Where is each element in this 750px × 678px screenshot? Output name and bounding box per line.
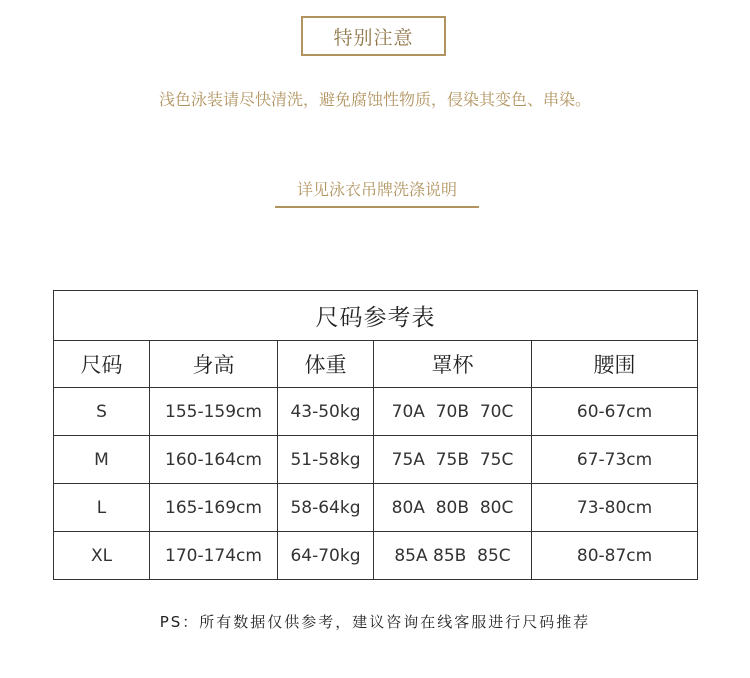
cell-waist: 73-80cm — [532, 484, 698, 532]
cell-height: 160-164cm — [150, 436, 278, 484]
cell-cup: 75A 75B 75C — [374, 436, 532, 484]
header-height: 身高 — [150, 341, 278, 388]
cell-waist: 60-67cm — [532, 388, 698, 436]
cell-weight: 51-58kg — [278, 436, 374, 484]
notice-title-box — [301, 16, 446, 56]
notice-title: 特别注意 — [333, 26, 414, 49]
size-chart-title: 尺码参考表 — [54, 291, 698, 341]
cell-size: L — [54, 484, 150, 532]
care-instruction-text: 浅色泳装请尽快清洗，避免腐蚀性物质，侵染其变色、串染。 — [158, 90, 591, 109]
cell-height: 155-159cm — [150, 388, 278, 436]
table-row — [54, 484, 698, 532]
care-label-link-text: 详见泳衣吊牌洗涤说明 — [296, 180, 457, 199]
cell-weight: 43-50kg — [278, 388, 374, 436]
table-row — [54, 436, 698, 484]
cell-waist: 67-73cm — [532, 436, 698, 484]
ps-disclaimer: PS：所有数据仅供参考，建议咨询在线客服进行尺码推荐 — [159, 613, 591, 631]
header-weight: 体重 — [278, 341, 374, 388]
header-waist: 腰围 — [532, 341, 698, 388]
cell-height: 165-169cm — [150, 484, 278, 532]
cell-weight: 64-70kg — [278, 532, 374, 580]
cell-height: 170-174cm — [150, 532, 278, 580]
cell-waist: 80-87cm — [532, 532, 698, 580]
cell-cup: 80A 80B 80C — [374, 484, 532, 532]
table-header-row — [54, 341, 698, 388]
cell-cup: 70A 70B 70C — [374, 388, 532, 436]
cell-weight: 58-64kg — [278, 484, 374, 532]
cell-size: M — [54, 436, 150, 484]
cell-size: S — [54, 388, 150, 436]
care-label-link[interactable] — [275, 178, 479, 208]
header-cup: 罩杯 — [374, 341, 532, 388]
table-row — [54, 532, 698, 580]
header-size: 尺码 — [54, 341, 150, 388]
cell-cup: 85A 85B 85C — [374, 532, 532, 580]
table-row — [54, 388, 698, 436]
size-chart-table — [53, 290, 698, 580]
cell-size: XL — [54, 532, 150, 580]
